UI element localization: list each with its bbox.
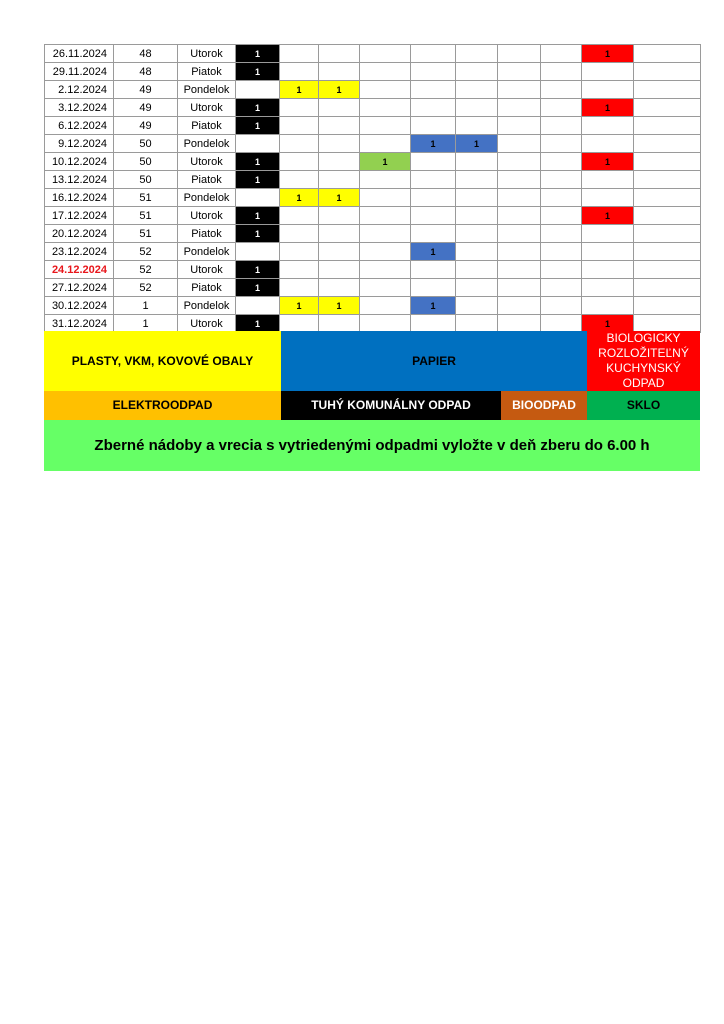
cell-kuchynsky <box>582 63 634 81</box>
cell-plasty-1 <box>280 63 319 81</box>
cell-bioodpad <box>360 261 411 279</box>
collection-date: 16.12.2024 <box>45 189 114 207</box>
cell-plasty-2 <box>319 207 360 225</box>
collection-mark-papier-2: 1 <box>456 135 498 153</box>
cell-papier-2 <box>456 117 498 135</box>
legend-komunalny: TUHÝ KOMUNÁLNY ODPAD <box>281 391 501 420</box>
collection-date: 17.12.2024 <box>45 207 114 225</box>
cell-extra <box>634 153 701 171</box>
cell-bioodpad <box>360 225 411 243</box>
collection-mark-komunalny: 1 <box>236 261 280 279</box>
week-number: 51 <box>114 189 178 207</box>
cell-elektro <box>498 207 541 225</box>
cell-elektro <box>498 315 541 333</box>
table-row <box>45 45 701 63</box>
collection-mark-plasty-2: 1 <box>319 189 360 207</box>
cell-plasty-1 <box>280 225 319 243</box>
cell-komunalny <box>236 297 280 315</box>
legend-bioodpad: BIOODPAD <box>501 391 587 420</box>
legend-biologicky-kuchynsky: BIOLOGICKY ROZLOŽITEĽNÝ KUCHYNSKÝ ODPAD <box>587 331 700 391</box>
collection-date: 23.12.2024 <box>45 243 114 261</box>
cell-komunalny <box>236 81 280 99</box>
collection-mark-komunalny: 1 <box>236 315 280 333</box>
collection-mark-plasty-1: 1 <box>280 189 319 207</box>
collection-date: 3.12.2024 <box>45 99 114 117</box>
collection-mark-papier-1: 1 <box>411 135 456 153</box>
cell-bioodpad <box>360 99 411 117</box>
cell-bioodpad <box>360 207 411 225</box>
cell-elektro <box>498 99 541 117</box>
week-number: 52 <box>114 261 178 279</box>
collection-mark-komunalny: 1 <box>236 63 280 81</box>
cell-papier-1 <box>411 153 456 171</box>
table-row <box>45 315 701 333</box>
day-name: Utorok <box>178 45 236 63</box>
cell-kuchynsky <box>582 261 634 279</box>
day-name: Utorok <box>178 207 236 225</box>
cell-extra <box>634 189 701 207</box>
collection-mark-komunalny: 1 <box>236 279 280 297</box>
week-number: 49 <box>114 117 178 135</box>
day-name: Piatok <box>178 63 236 81</box>
cell-sklo <box>541 207 582 225</box>
legend-plasty: PLASTY, VKM, KOVOVÉ OBALY <box>44 331 281 391</box>
cell-kuchynsky <box>582 117 634 135</box>
cell-kuchynsky <box>582 225 634 243</box>
cell-plasty-2 <box>319 117 360 135</box>
cell-plasty-2 <box>319 135 360 153</box>
cell-extra <box>634 297 701 315</box>
cell-papier-1 <box>411 81 456 99</box>
cell-papier-2 <box>456 63 498 81</box>
collection-mark-komunalny: 1 <box>236 45 280 63</box>
day-name: Piatok <box>178 225 236 243</box>
week-number: 48 <box>114 63 178 81</box>
collection-date: 6.12.2024 <box>45 117 114 135</box>
cell-plasty-1 <box>280 207 319 225</box>
cell-elektro <box>498 153 541 171</box>
week-number: 51 <box>114 207 178 225</box>
table-row <box>45 99 701 117</box>
cell-sklo <box>541 63 582 81</box>
cell-papier-1 <box>411 207 456 225</box>
cell-papier-2 <box>456 315 498 333</box>
cell-elektro <box>498 171 541 189</box>
collection-date: 27.12.2024 <box>45 279 114 297</box>
cell-extra <box>634 243 701 261</box>
cell-elektro <box>498 45 541 63</box>
day-name: Utorok <box>178 153 236 171</box>
cell-papier-2 <box>456 297 498 315</box>
cell-plasty-2 <box>319 99 360 117</box>
day-name: Pondelok <box>178 81 236 99</box>
cell-plasty-1 <box>280 45 319 63</box>
cell-extra <box>634 279 701 297</box>
cell-kuchynsky <box>582 279 634 297</box>
cell-plasty-1 <box>280 135 319 153</box>
table-row <box>45 63 701 81</box>
cell-kuchynsky <box>582 81 634 99</box>
cell-plasty-2 <box>319 171 360 189</box>
cell-extra <box>634 261 701 279</box>
cell-bioodpad <box>360 279 411 297</box>
cell-papier-1 <box>411 279 456 297</box>
collection-mark-kuchynsky: 1 <box>582 207 634 225</box>
cell-bioodpad <box>360 63 411 81</box>
cell-plasty-1 <box>280 153 319 171</box>
collection-mark-plasty-1: 1 <box>280 81 319 99</box>
cell-sklo <box>541 81 582 99</box>
cell-elektro <box>498 117 541 135</box>
collection-mark-papier-1: 1 <box>411 243 456 261</box>
cell-papier-2 <box>456 243 498 261</box>
week-number: 49 <box>114 99 178 117</box>
cell-sklo <box>541 135 582 153</box>
cell-elektro <box>498 225 541 243</box>
cell-papier-2 <box>456 207 498 225</box>
day-name: Piatok <box>178 117 236 135</box>
week-number: 50 <box>114 171 178 189</box>
collection-mark-komunalny: 1 <box>236 225 280 243</box>
cell-extra <box>634 63 701 81</box>
cell-bioodpad <box>360 315 411 333</box>
collection-mark-komunalny: 1 <box>236 117 280 135</box>
cell-plasty-2 <box>319 225 360 243</box>
cell-papier-1 <box>411 189 456 207</box>
week-number: 49 <box>114 81 178 99</box>
cell-papier-1 <box>411 261 456 279</box>
day-name: Utorok <box>178 99 236 117</box>
table-row <box>45 225 701 243</box>
day-name: Pondelok <box>178 189 236 207</box>
week-number: 48 <box>114 45 178 63</box>
cell-sklo <box>541 315 582 333</box>
cell-papier-1 <box>411 63 456 81</box>
cell-plasty-1 <box>280 171 319 189</box>
collection-date: 20.12.2024 <box>45 225 114 243</box>
day-name: Piatok <box>178 279 236 297</box>
collection-mark-bioodpad: 1 <box>360 153 411 171</box>
cell-komunalny <box>236 243 280 261</box>
cell-elektro <box>498 261 541 279</box>
cell-extra <box>634 225 701 243</box>
collection-mark-komunalny: 1 <box>236 153 280 171</box>
week-number: 50 <box>114 153 178 171</box>
collection-schedule-table <box>44 44 701 333</box>
cell-sklo <box>541 297 582 315</box>
cell-elektro <box>498 63 541 81</box>
cell-bioodpad <box>360 189 411 207</box>
table-row <box>45 297 701 315</box>
cell-plasty-2 <box>319 279 360 297</box>
cell-bioodpad <box>360 117 411 135</box>
cell-extra <box>634 171 701 189</box>
cell-kuchynsky <box>582 243 634 261</box>
cell-komunalny <box>236 135 280 153</box>
cell-sklo <box>541 279 582 297</box>
cell-komunalny <box>236 189 280 207</box>
cell-elektro <box>498 243 541 261</box>
cell-papier-2 <box>456 171 498 189</box>
collection-mark-komunalny: 1 <box>236 207 280 225</box>
collection-mark-plasty-1: 1 <box>280 297 319 315</box>
week-number: 51 <box>114 225 178 243</box>
cell-papier-1 <box>411 315 456 333</box>
cell-plasty-1 <box>280 99 319 117</box>
table-row <box>45 135 701 153</box>
cell-papier-2 <box>456 153 498 171</box>
cell-extra <box>634 45 701 63</box>
cell-papier-1 <box>411 45 456 63</box>
day-name: Utorok <box>178 315 236 333</box>
cell-plasty-2 <box>319 261 360 279</box>
table-row <box>45 117 701 135</box>
week-number: 52 <box>114 243 178 261</box>
cell-elektro <box>498 279 541 297</box>
collection-date: 30.12.2024 <box>45 297 114 315</box>
week-number: 1 <box>114 297 178 315</box>
collection-date: 26.11.2024 <box>45 45 114 63</box>
cell-papier-1 <box>411 99 456 117</box>
table-row <box>45 243 701 261</box>
cell-elektro <box>498 81 541 99</box>
cell-plasty-2 <box>319 315 360 333</box>
cell-elektro <box>498 189 541 207</box>
cell-kuchynsky <box>582 135 634 153</box>
cell-plasty-2 <box>319 45 360 63</box>
cell-sklo <box>541 243 582 261</box>
cell-bioodpad <box>360 45 411 63</box>
legend-elektroodpad: ELEKTROODPAD <box>44 391 281 420</box>
collection-mark-plasty-2: 1 <box>319 297 360 315</box>
cell-papier-2 <box>456 81 498 99</box>
cell-sklo <box>541 189 582 207</box>
cell-sklo <box>541 171 582 189</box>
collection-date: 29.11.2024 <box>45 63 114 81</box>
day-name: Pondelok <box>178 297 236 315</box>
cell-sklo <box>541 117 582 135</box>
cell-plasty-1 <box>280 315 319 333</box>
cell-papier-1 <box>411 225 456 243</box>
collection-date: 31.12.2024 <box>45 315 114 333</box>
collection-date: 9.12.2024 <box>45 135 114 153</box>
cell-extra <box>634 135 701 153</box>
cell-plasty-1 <box>280 117 319 135</box>
cell-papier-2 <box>456 261 498 279</box>
cell-papier-2 <box>456 99 498 117</box>
cell-plasty-2 <box>319 63 360 81</box>
cell-papier-1 <box>411 117 456 135</box>
table-row <box>45 171 701 189</box>
day-name: Piatok <box>178 171 236 189</box>
cell-bioodpad <box>360 297 411 315</box>
collection-mark-kuchynsky: 1 <box>582 99 634 117</box>
table-row <box>45 279 701 297</box>
cell-kuchynsky <box>582 171 634 189</box>
cell-papier-2 <box>456 189 498 207</box>
collection-note: Zberné nádoby a vrecia s vytriedenými odpadmi vyložte v deň zberu do 6.00 h <box>44 420 700 471</box>
week-number: 50 <box>114 135 178 153</box>
cell-bioodpad <box>360 171 411 189</box>
cell-plasty-2 <box>319 153 360 171</box>
collection-mark-papier-1: 1 <box>411 297 456 315</box>
table-row <box>45 81 701 99</box>
cell-elektro <box>498 135 541 153</box>
cell-papier-2 <box>456 45 498 63</box>
cell-plasty-1 <box>280 261 319 279</box>
table-row <box>45 153 701 171</box>
cell-kuchynsky <box>582 189 634 207</box>
cell-papier-2 <box>456 279 498 297</box>
cell-bioodpad <box>360 81 411 99</box>
cell-elektro <box>498 297 541 315</box>
collection-date: 2.12.2024 <box>45 81 114 99</box>
day-name: Pondelok <box>178 135 236 153</box>
cell-extra <box>634 117 701 135</box>
collection-mark-kuchynsky: 1 <box>582 315 634 333</box>
cell-extra <box>634 207 701 225</box>
cell-extra <box>634 99 701 117</box>
collection-date: 24.12.2024 <box>45 261 114 279</box>
cell-papier-1 <box>411 171 456 189</box>
cell-plasty-1 <box>280 279 319 297</box>
collection-mark-kuchynsky: 1 <box>582 45 634 63</box>
legend-papier: PAPIER <box>281 331 587 391</box>
day-name: Pondelok <box>178 243 236 261</box>
collection-mark-komunalny: 1 <box>236 99 280 117</box>
day-name: Utorok <box>178 261 236 279</box>
cell-extra <box>634 315 701 333</box>
cell-sklo <box>541 153 582 171</box>
week-number: 1 <box>114 315 178 333</box>
cell-sklo <box>541 45 582 63</box>
collection-date: 13.12.2024 <box>45 171 114 189</box>
collection-mark-kuchynsky: 1 <box>582 153 634 171</box>
table-row <box>45 261 701 279</box>
collection-mark-komunalny: 1 <box>236 171 280 189</box>
cell-bioodpad <box>360 135 411 153</box>
collection-mark-plasty-2: 1 <box>319 81 360 99</box>
cell-bioodpad <box>360 243 411 261</box>
cell-plasty-1 <box>280 243 319 261</box>
collection-date: 10.12.2024 <box>45 153 114 171</box>
cell-sklo <box>541 225 582 243</box>
week-number: 52 <box>114 279 178 297</box>
cell-sklo <box>541 99 582 117</box>
table-row <box>45 189 701 207</box>
legend-sklo: SKLO <box>587 391 700 420</box>
cell-plasty-2 <box>319 243 360 261</box>
table-row <box>45 207 701 225</box>
cell-kuchynsky <box>582 297 634 315</box>
cell-sklo <box>541 261 582 279</box>
waste-type-legend <box>44 331 700 471</box>
cell-papier-2 <box>456 225 498 243</box>
cell-extra <box>634 81 701 99</box>
